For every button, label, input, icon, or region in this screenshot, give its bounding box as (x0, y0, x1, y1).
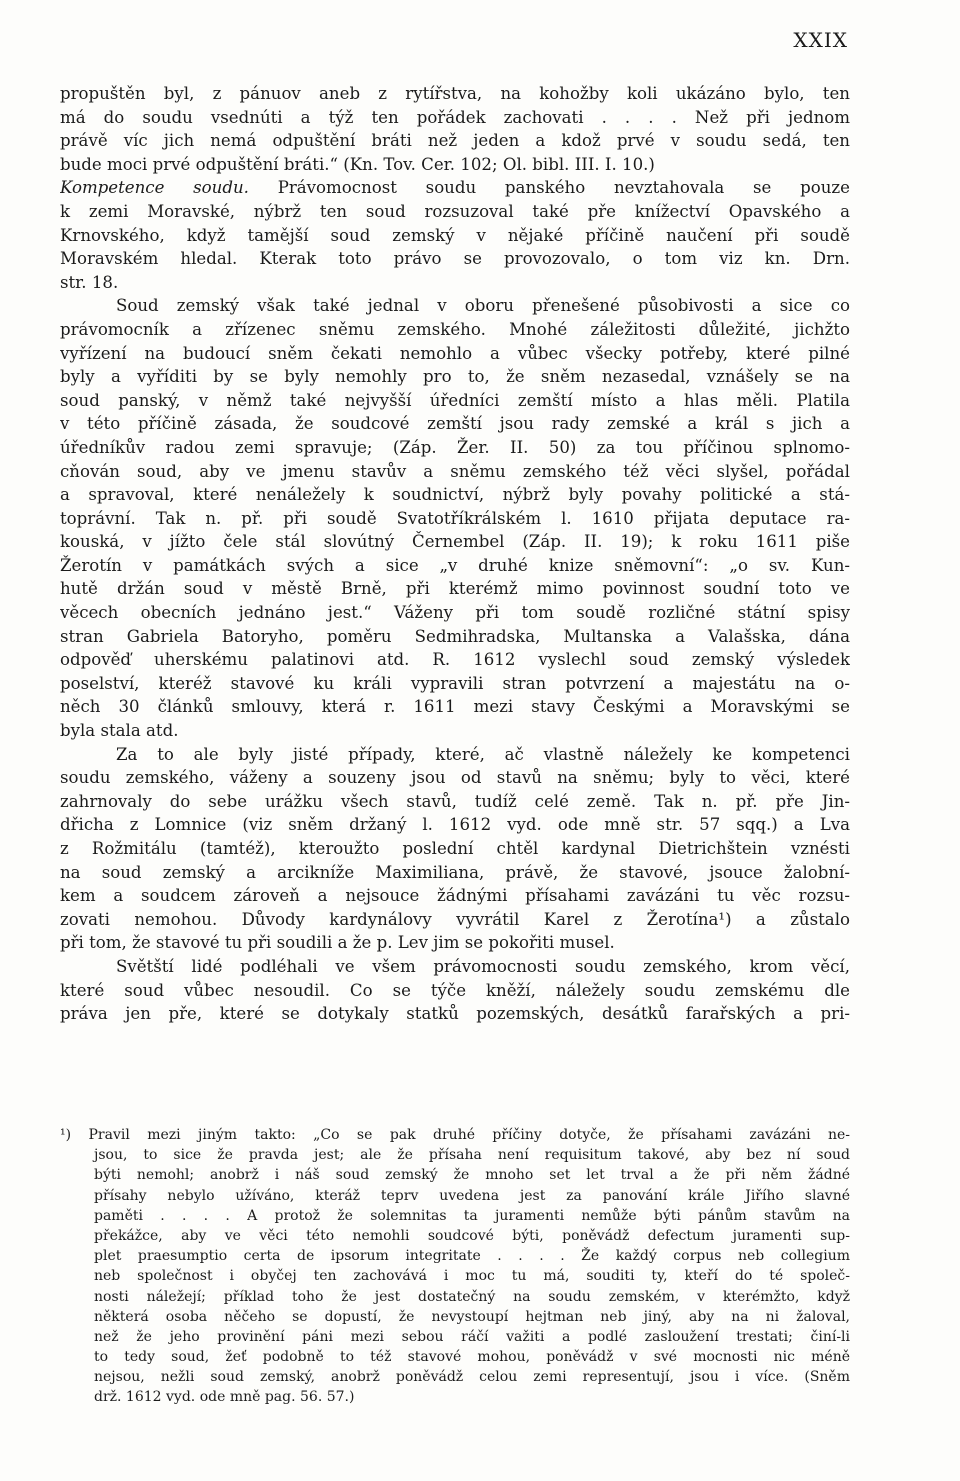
body-line: a spravoval, které nenáležely k soudnictví, nýbrž byly povahy politické a stá- (60, 485, 850, 505)
body-text (60, 82, 850, 1026)
body-line: odpověď uherskému palatinovi atd. R. 1612 vyslechl soud zemský výsledek (60, 650, 850, 670)
body-line: věcech obecních jednáno jest.“ Váženy při tom soudě rozličné státní spisy (60, 603, 850, 623)
body-line: kouská, v jížto čele stál slovútný Černembel (Záp. II. 19); k roku 1611 piše (60, 532, 850, 552)
body-line: Moravském hledal. Kterak toto právo se provozovalo, o tom viz kn. Drn. (60, 249, 850, 269)
body-line: hutě držán soud v městě Brně, při kterémž mimo povinnost soudní toto ve (60, 579, 850, 599)
body-line: soud panský, v němž také nejvyšší úředníci zemští místo a hlas měli. Platila (60, 390, 850, 410)
footnote-line: nosti náležejí; příklad toho že jest dostatečný na soudu zemském, v kterémžto, když (94, 1288, 850, 1305)
body-line: Kompetence soudu. Právomocnost soudu panského nevztahovala se pouze (60, 178, 850, 198)
body-line: poselství, kteréž stavové ku králi vypravili stran potvrzení a majestátu na o- (60, 673, 850, 693)
footnote-line: plet praesumptio certa de ipsorum integritate . . . . Že každý corpus neb collegium (94, 1248, 850, 1265)
footnote (60, 1125, 850, 1408)
body-line: z Rožmitálu (tamtéž), kteroužto poslední chtěl kardynal Dietrichštein vznésti (60, 839, 850, 858)
body-line: bude moci prvé odpuštění bráti.“ (Kn. Tov. Cer. 102; Ol. bibl. III. I. 10.) (60, 154, 655, 174)
body-line: něch 30 článků smlouvy, která r. 1611 mezi stavy Českými a Moravskými se (60, 697, 850, 717)
page-number: XXIX (793, 28, 848, 52)
body-line: zovati nemohou. Důvody kardynálovy vyvrátil Karel z Žerotína¹) a zůstalo (60, 909, 850, 929)
body-line: cňován soud, aby ve jmenu stavův a sněmu zemského též věci slyšel, pořádal (60, 461, 850, 481)
footnote-line: neb společnost i obyčej ten zachovává i moc tu má, souditi ty, kteří do té společ- (94, 1268, 850, 1285)
body-line: propuštěn byl, z pánuov aneb z rytířstva, na kohožby koli ukázáno bylo, ten (60, 84, 850, 103)
footnote-line (60, 1125, 850, 1145)
body-line: Krnovského, když tamější soud zemský v nějaké příčině naučení při soudě (60, 225, 850, 245)
body-line: byla stala atd. (60, 721, 179, 741)
footnote-line: paměti . . . . A protož že solemnitas ta juramenti nemůže býti pánům stavům na (94, 1207, 850, 1224)
footnote-marker: ¹) (60, 1127, 89, 1143)
footnote-line: býti nemohl; anobrž i náš soud zemský že mnoho set let trval a že při něm žádné (94, 1167, 850, 1184)
body-line: vyřízení na budoucí sněm čekati nemohlo a vůbec všecky potřeby, které pilné (60, 343, 850, 363)
body-line: na soud zemský a arcikníže Maximiliana, právě, že stavové, jsouce žalobní- (60, 862, 850, 882)
body-line: úředníkův radou zemi spravuje; (Záp. Žer. II. 50) za tou příčinou splnomo- (60, 437, 850, 457)
body-line: zahrnovaly do sebe urážku všech stavů, tudíž celé země. Tak n. př. pře Jin- (60, 791, 850, 811)
footnote-line: jsou, to sice že pravda jest; ale že přísaha není requisitum takové, aby bez ní soud (94, 1147, 850, 1164)
body-line: Soud zemský však také jednal v oboru přenešené působivosti a sice co (116, 296, 850, 316)
footnote-line: to tedy soud, žeť podobně to též stavové mohou, poněvádž v své mocnosti nic méně (94, 1349, 850, 1366)
body-line: toprávní. Tak n. př. při soudě Svatotříkrálském l. 1610 přijata deputace ra- (60, 508, 850, 528)
footnote-line: než že jeho provinění páni mezi sebou ráčí važiti a podlé zasloužení trestati; činí-li (94, 1328, 850, 1345)
footnote-line: některá osoba něčeho se dopustí, že nevystoupí hejtman neb jiný, aby na ni žaloval, (94, 1308, 850, 1325)
body-line: str. 18. (60, 272, 119, 292)
body-line: při tom, že stavové tu při soudili a že p. Lev jim se pokořiti musel. (60, 933, 615, 953)
body-line: kem a soudcem zároveň a nejsouce žádnými přísahami zavázáni tu věc rozsu- (60, 886, 850, 906)
body-line: k zemi Moravské, nýbrž ten soud rozsuzoval také pře knížectví Opavského a (60, 201, 850, 221)
body-line: dřicha z Lomnice (viz sněm držaný l. 1612 vyd. ode mně str. 57 sqq.) a Lva (60, 815, 850, 835)
footnote-line: nejsou, nežli soud zemský, anobrž poněvádž celou zemi representují, jsou i více. (Sněm (94, 1369, 850, 1386)
body-line: které soud vůbec nesoudil. Co se týče kněží, náležely soudu zemskému dle (60, 980, 850, 1000)
body-line: právě víc jich nemá odpuštění bráti než jeden a kdož prvé v soudu sedá, ten (60, 131, 850, 151)
footnote-line: překážce, aby ve věci této nemohli soudcové býti, poněvádž defectum juramenti sup- (94, 1227, 850, 1244)
section-heading: Kompetence soudu. (60, 178, 249, 198)
footnote-text: Pravil mezi jiným takto: „Co se pak druhé příčiny dotyče, že přísahami zavázáni ne- (88, 1127, 850, 1143)
body-line: Světští lidé podléhali ve všem právomocnosti soudu zemského, krom věcí, (116, 956, 850, 976)
body-line: byly a vyříditi by se byly nemohly pro to, že sněm nezasedal, vznášely se na (60, 367, 850, 387)
body-line: práva jen pře, které se dotykaly statků pozemských, desátků farařských a pri- (60, 1004, 850, 1024)
body-line: v této příčině zásada, že soudcové zemští jsou rady zemské a král s jich a (60, 414, 850, 434)
body-line: má do soudu vsednúti a týž ten pořádek zachovati . . . . Než při jednom (60, 107, 850, 127)
body-line: Za to ale byly jisté případy, které, ač vlastně náležely ke kompetenci (116, 744, 850, 764)
body-line: právomocník a zřízenec sněmu zemského. Mnohé záležitosti důležité, jichžto (60, 319, 850, 339)
body-line: stran Gabriela Batoryho, poměru Sedmihradska, Multanska a Valašska, dána (60, 626, 850, 646)
footnote-line: přísahy nebylo užíváno, kteráž teprv uvedena jest za panování krále Jiřího slavné (94, 1187, 850, 1204)
body-line: Žerotín v památkách svých a sice „v druhé knize sněmovní“: „o sv. Kun- (60, 555, 850, 575)
footnote-line: drž. 1612 vyd. ode mně pag. 56. 57.) (94, 1389, 355, 1406)
body-line: soudu zemského, váženy a souzeny jsou od stavů na sněmu; byly to věci, které (60, 768, 850, 788)
